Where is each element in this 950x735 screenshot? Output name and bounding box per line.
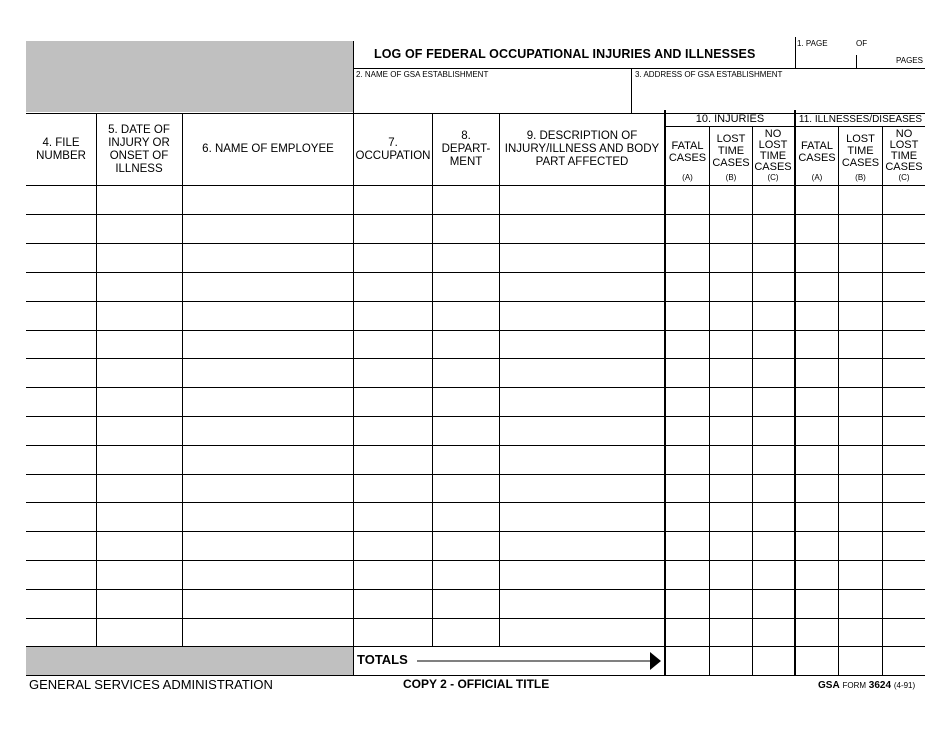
cell-description[interactable] <box>500 273 664 301</box>
cell-inj-fatal[interactable] <box>666 475 708 502</box>
cell-file-number[interactable] <box>27 215 95 243</box>
cell-department[interactable] <box>433 244 498 272</box>
cell-date[interactable] <box>97 417 181 445</box>
cell-occupation[interactable] <box>354 417 431 445</box>
totals-label: TOTALS <box>357 652 408 667</box>
cell-inj-nolost[interactable] <box>753 446 794 474</box>
cell-inj-fatal[interactable] <box>666 590 708 618</box>
cell-inj-nolost[interactable] <box>753 215 794 243</box>
cell-inj-fatal[interactable] <box>666 619 708 646</box>
cell-ill-lost[interactable] <box>839 417 881 445</box>
cell-department[interactable] <box>433 532 498 560</box>
cell-description[interactable] <box>500 388 664 416</box>
cell-date[interactable] <box>97 273 181 301</box>
cell-occupation[interactable] <box>354 244 431 272</box>
cell-occupation[interactable] <box>354 359 431 387</box>
cell-inj-fatal[interactable] <box>666 446 708 474</box>
cell-inj-lost[interactable] <box>710 561 751 589</box>
establishment-address-field[interactable] <box>633 80 924 112</box>
cell-date[interactable] <box>97 475 181 502</box>
cell-ill-lost[interactable] <box>839 590 881 618</box>
establishment-name-label: 2. NAME OF GSA ESTABLISHMENT <box>356 70 489 79</box>
cell-occupation[interactable] <box>354 273 431 301</box>
cell-date[interactable] <box>97 302 181 330</box>
cell-employee-name[interactable] <box>183 619 352 646</box>
cell-ill-fatal[interactable] <box>796 187 837 214</box>
cell-ill-fatal[interactable] <box>796 619 837 646</box>
cell-occupation[interactable] <box>354 561 431 589</box>
cell-employee-name[interactable] <box>183 273 352 301</box>
group-injuries: 10. INJURIES <box>695 113 765 125</box>
cell-description[interactable] <box>500 446 664 474</box>
cell-description[interactable] <box>500 244 664 272</box>
cell-ill-nolost[interactable] <box>883 302 924 330</box>
cell-employee-name[interactable] <box>183 302 352 330</box>
cell-employee-name[interactable] <box>183 187 352 214</box>
cell-date[interactable] <box>97 532 181 560</box>
cell-ill-fatal[interactable] <box>796 302 837 330</box>
cell-inj-nolost[interactable] <box>753 590 794 618</box>
cell-ill-lost[interactable] <box>839 475 881 502</box>
illnesses-nolost-header: NO LOST TIME CASES <box>885 128 923 173</box>
cell-occupation[interactable] <box>354 532 431 560</box>
cell-date[interactable] <box>97 359 181 387</box>
cell-employee-name[interactable] <box>183 215 352 243</box>
totals-illnesses-nolost-field[interactable] <box>883 647 925 675</box>
cell-ill-lost[interactable] <box>839 187 881 214</box>
illnesses-letter-a: (A) <box>811 173 823 182</box>
cell-ill-fatal[interactable] <box>796 446 837 474</box>
cell-employee-name[interactable] <box>183 590 352 618</box>
cell-ill-lost[interactable] <box>839 331 881 358</box>
cell-date[interactable] <box>97 244 181 272</box>
cell-inj-lost[interactable] <box>710 475 751 502</box>
cell-inj-fatal[interactable] <box>666 331 708 358</box>
cell-inj-lost[interactable] <box>710 302 751 330</box>
cell-inj-fatal[interactable] <box>666 273 708 301</box>
cell-employee-name[interactable] <box>183 503 352 531</box>
cell-employee-name[interactable] <box>183 244 352 272</box>
cell-department[interactable] <box>433 446 498 474</box>
cell-department[interactable] <box>433 273 498 301</box>
cell-description[interactable] <box>500 417 664 445</box>
cell-date[interactable] <box>97 561 181 589</box>
cell-file-number[interactable] <box>27 331 95 358</box>
cell-inj-nolost[interactable] <box>753 244 794 272</box>
cell-employee-name[interactable] <box>183 388 352 416</box>
cell-inj-nolost[interactable] <box>753 331 794 358</box>
injuries-letter-a: (A) <box>682 173 693 182</box>
cell-inj-nolost[interactable] <box>753 388 794 416</box>
cell-description[interactable] <box>500 215 664 243</box>
cell-ill-nolost[interactable] <box>883 619 924 646</box>
cell-ill-lost[interactable] <box>839 215 881 243</box>
injuries-lost-header: LOST TIME CASES <box>712 133 750 169</box>
cell-ill-lost[interactable] <box>839 273 881 301</box>
cell-occupation[interactable] <box>354 187 431 214</box>
cell-inj-fatal[interactable] <box>666 187 708 214</box>
illnesses-fatal-header: FATAL CASES <box>798 140 836 164</box>
cell-inj-nolost[interactable] <box>753 359 794 387</box>
footer-gsa: GSA <box>818 680 840 691</box>
cell-department[interactable] <box>433 359 498 387</box>
cell-inj-nolost[interactable] <box>753 187 794 214</box>
footer-form-number: 3624 <box>868 680 892 691</box>
cell-inj-fatal[interactable] <box>666 532 708 560</box>
cell-employee-name[interactable] <box>183 417 352 445</box>
cell-date[interactable] <box>97 503 181 531</box>
cell-inj-lost[interactable] <box>710 417 751 445</box>
injuries-nolost-header: NO LOST TIME CASES <box>754 128 792 173</box>
cell-inj-lost[interactable] <box>710 331 751 358</box>
injuries-fatal-header: FATAL CASES <box>668 140 707 164</box>
cell-inj-lost[interactable] <box>710 244 751 272</box>
cell-occupation[interactable] <box>354 331 431 358</box>
cell-inj-lost[interactable] <box>710 187 751 214</box>
cell-file-number[interactable] <box>27 532 95 560</box>
cell-ill-nolost[interactable] <box>883 417 924 445</box>
cell-department[interactable] <box>433 331 498 358</box>
col-employee-name: 6. NAME OF EMPLOYEE <box>202 143 334 155</box>
cell-department[interactable] <box>433 215 498 243</box>
cell-inj-fatal[interactable] <box>666 359 708 387</box>
cell-occupation[interactable] <box>354 503 431 531</box>
cell-department[interactable] <box>433 187 498 214</box>
cell-department[interactable] <box>433 388 498 416</box>
page-number-field[interactable] <box>797 48 855 68</box>
cell-date[interactable] <box>97 187 181 214</box>
cell-date[interactable] <box>97 331 181 358</box>
total-pages-field[interactable] <box>858 48 894 68</box>
illnesses-letter-c: (C) <box>898 173 910 182</box>
cell-inj-lost[interactable] <box>710 359 751 387</box>
cell-inj-lost[interactable] <box>710 273 751 301</box>
cell-file-number[interactable] <box>27 388 95 416</box>
cell-date[interactable] <box>97 215 181 243</box>
cell-inj-nolost[interactable] <box>753 302 794 330</box>
cell-description[interactable] <box>500 359 664 387</box>
cell-ill-nolost[interactable] <box>883 187 924 214</box>
cell-department[interactable] <box>433 475 498 502</box>
cell-department[interactable] <box>433 619 498 646</box>
totals-injuries-fatal-field[interactable] <box>666 647 709 675</box>
footer-agency: GENERAL SERVICES ADMINISTRATION <box>29 677 273 692</box>
cell-ill-lost[interactable] <box>839 619 881 646</box>
cell-employee-name[interactable] <box>183 475 352 502</box>
totals-injuries-nolost-field[interactable] <box>753 647 794 675</box>
cell-occupation[interactable] <box>354 388 431 416</box>
totals-illnesses-lost-field[interactable] <box>839 647 882 675</box>
cell-ill-fatal[interactable] <box>796 331 837 358</box>
cell-file-number[interactable] <box>27 561 95 589</box>
cell-description[interactable] <box>500 503 664 531</box>
cell-ill-nolost[interactable] <box>883 532 924 560</box>
cell-ill-nolost[interactable] <box>883 273 924 301</box>
cell-date[interactable] <box>97 388 181 416</box>
cell-occupation[interactable] <box>354 619 431 646</box>
footer-copy: COPY 2 - OFFICIAL TITLE <box>403 677 550 691</box>
cell-occupation[interactable] <box>354 215 431 243</box>
cell-ill-nolost[interactable] <box>883 244 924 272</box>
col-occupation: 7. OCCUPATION <box>355 136 431 162</box>
col-file-number: 4. FILE NUMBER <box>36 136 86 162</box>
injuries-letter-b: (B) <box>725 173 737 182</box>
cell-ill-nolost[interactable] <box>883 359 924 387</box>
cell-ill-nolost[interactable] <box>883 561 924 589</box>
cell-ill-lost[interactable] <box>839 532 881 560</box>
cell-description[interactable] <box>500 331 664 358</box>
cell-inj-fatal[interactable] <box>666 244 708 272</box>
cell-ill-fatal[interactable] <box>796 215 837 243</box>
cell-ill-lost[interactable] <box>839 388 881 416</box>
col-description: 9. DESCRIPTION OF INJURY/ILLNESS AND BODY PART AFFECTED <box>504 130 660 168</box>
cell-inj-lost[interactable] <box>710 590 751 618</box>
cell-ill-lost[interactable] <box>839 561 881 589</box>
footer-revision: (4-91) <box>893 681 916 690</box>
cell-inj-nolost[interactable] <box>753 619 794 646</box>
cell-inj-nolost[interactable] <box>753 503 794 531</box>
cell-inj-lost[interactable] <box>710 446 751 474</box>
cell-ill-fatal[interactable] <box>796 475 837 502</box>
cell-description[interactable] <box>500 532 664 560</box>
cell-file-number[interactable] <box>27 590 95 618</box>
establishment-address-label: 3. ADDRESS OF GSA ESTABLISHMENT <box>635 70 783 79</box>
cell-ill-fatal[interactable] <box>796 417 837 445</box>
cell-file-number[interactable] <box>27 359 95 387</box>
cell-ill-nolost[interactable] <box>883 215 924 243</box>
totals-illnesses-fatal-field[interactable] <box>796 647 838 675</box>
cell-description[interactable] <box>500 187 664 214</box>
cell-inj-lost[interactable] <box>710 215 751 243</box>
cell-date[interactable] <box>97 446 181 474</box>
cell-inj-fatal[interactable] <box>666 417 708 445</box>
cell-ill-fatal[interactable] <box>796 359 837 387</box>
totals-injuries-lost-field[interactable] <box>710 647 752 675</box>
cell-file-number[interactable] <box>27 446 95 474</box>
cell-department[interactable] <box>433 302 498 330</box>
cell-ill-lost[interactable] <box>839 359 881 387</box>
cell-ill-nolost[interactable] <box>883 388 924 416</box>
cell-file-number[interactable] <box>27 273 95 301</box>
cell-occupation[interactable] <box>354 446 431 474</box>
cell-department[interactable] <box>433 590 498 618</box>
cell-occupation[interactable] <box>354 475 431 502</box>
cell-inj-fatal[interactable] <box>666 503 708 531</box>
cell-file-number[interactable] <box>27 244 95 272</box>
footer-form-word: FORM <box>842 681 867 690</box>
cell-ill-nolost[interactable] <box>883 590 924 618</box>
cell-employee-name[interactable] <box>183 331 352 358</box>
cell-ill-nolost[interactable] <box>883 446 924 474</box>
cell-file-number[interactable] <box>27 619 95 646</box>
cell-department[interactable] <box>433 561 498 589</box>
cell-inj-fatal[interactable] <box>666 561 708 589</box>
cell-ill-fatal[interactable] <box>796 590 837 618</box>
cell-inj-nolost[interactable] <box>753 532 794 560</box>
cell-ill-lost[interactable] <box>839 503 881 531</box>
cell-file-number[interactable] <box>27 503 95 531</box>
cell-inj-nolost[interactable] <box>753 273 794 301</box>
cell-ill-lost[interactable] <box>839 244 881 272</box>
cell-file-number[interactable] <box>27 187 95 214</box>
col-date-of-injury: 5. DATE OF INJURY OR ONSET OF ILLNESS <box>108 123 170 175</box>
cell-inj-fatal[interactable] <box>666 215 708 243</box>
cell-occupation[interactable] <box>354 590 431 618</box>
illnesses-letter-b: (B) <box>855 173 866 182</box>
cell-inj-lost[interactable] <box>710 388 751 416</box>
col-department: 8. DEPART- MENT <box>441 130 491 168</box>
cell-ill-nolost[interactable] <box>883 503 924 531</box>
cell-ill-fatal[interactable] <box>796 561 837 589</box>
cell-ill-fatal[interactable] <box>796 503 837 531</box>
cell-ill-lost[interactable] <box>839 302 881 330</box>
cell-file-number[interactable] <box>27 475 95 502</box>
cell-inj-fatal[interactable] <box>666 388 708 416</box>
cell-inj-nolost[interactable] <box>753 417 794 445</box>
cell-ill-fatal[interactable] <box>796 244 837 272</box>
cell-description[interactable] <box>500 302 664 330</box>
cell-date[interactable] <box>97 619 181 646</box>
cell-file-number[interactable] <box>27 302 95 330</box>
cell-date[interactable] <box>97 590 181 618</box>
cell-inj-nolost[interactable] <box>753 561 794 589</box>
establishment-name-field[interactable] <box>355 80 629 112</box>
cell-ill-lost[interactable] <box>839 446 881 474</box>
cell-description[interactable] <box>500 561 664 589</box>
cell-inj-fatal[interactable] <box>666 302 708 330</box>
injuries-letter-c: (C) <box>767 173 779 182</box>
pages-label: PAGES <box>896 56 923 65</box>
cell-employee-name[interactable] <box>183 359 352 387</box>
cell-ill-fatal[interactable] <box>796 532 837 560</box>
cell-description[interactable] <box>500 475 664 502</box>
cell-department[interactable] <box>433 503 498 531</box>
cell-inj-lost[interactable] <box>710 619 751 646</box>
cell-employee-name[interactable] <box>183 561 352 589</box>
page-label: 1. PAGE <box>797 39 828 48</box>
cell-description[interactable] <box>500 590 664 618</box>
cell-occupation[interactable] <box>354 302 431 330</box>
cell-ill-nolost[interactable] <box>883 475 924 502</box>
illnesses-lost-header: LOST TIME CASES <box>841 133 880 169</box>
cell-employee-name[interactable] <box>183 446 352 474</box>
cell-ill-fatal[interactable] <box>796 273 837 301</box>
cell-ill-nolost[interactable] <box>883 331 924 358</box>
cell-employee-name[interactable] <box>183 532 352 560</box>
totals-arrow-icon <box>650 652 661 670</box>
cell-inj-lost[interactable] <box>710 503 751 531</box>
cell-description[interactable] <box>500 619 664 646</box>
cell-inj-lost[interactable] <box>710 532 751 560</box>
cell-ill-fatal[interactable] <box>796 388 837 416</box>
group-illnesses: 11. ILLNESSES/DISEASES <box>798 114 923 125</box>
of-label: OF <box>856 39 868 48</box>
cell-inj-nolost[interactable] <box>753 475 794 502</box>
cell-department[interactable] <box>433 417 498 445</box>
footer-form-id <box>818 680 915 691</box>
cell-file-number[interactable] <box>27 417 95 445</box>
form-title: LOG OF FEDERAL OCCUPATIONAL INJURIES AND ILLNESSES <box>374 47 756 61</box>
